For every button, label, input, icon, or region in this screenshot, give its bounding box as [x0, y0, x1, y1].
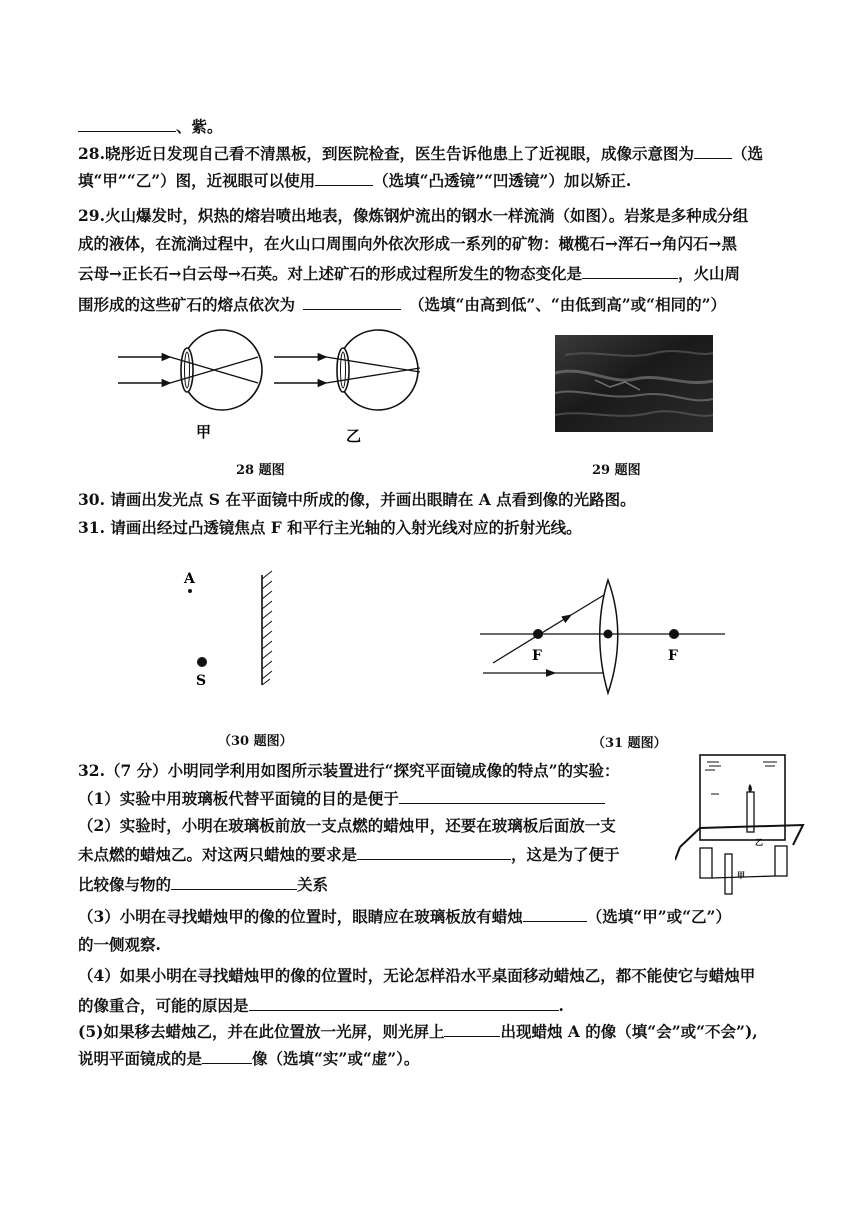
question-32-part4-line1: [78, 965, 755, 987]
question-28-line2: [78, 169, 631, 192]
text-segment: 、紫。: [176, 117, 223, 136]
figure-30-caption: （30 题图）: [218, 734, 293, 749]
text-segment: 出现蜡烛 A 的像（填“会”或“不会”),: [500, 1022, 758, 1041]
question-28-line1: [78, 142, 763, 165]
answer-blank[interactable]: [202, 1047, 252, 1064]
line-color-list: [78, 115, 223, 138]
question-30: [78, 489, 636, 511]
text-segment: （3）小明在寻找蜡烛甲的像的位置时，眼睛应在玻璃板放有蜡烛: [78, 907, 523, 926]
eye-jia: [118, 330, 262, 410]
text-segment: 32.（7 分）小明同学利用如图所示装置进行“探究平面镜成像的特点”的实验：: [78, 761, 620, 780]
label-candle-jia: 甲: [737, 870, 745, 880]
glass-texture: [705, 762, 777, 794]
answer-blank[interactable]: [171, 873, 297, 890]
text-segment: 31. 请画出经过凸透镜焦点 F 和平行主光轴的入射光线对应的折射光线。: [78, 518, 582, 537]
text-segment: .: [558, 996, 564, 1015]
answer-blank[interactable]: [303, 293, 401, 310]
question-29-line1: [78, 205, 748, 227]
figure-28-caption: 28 题图: [236, 463, 285, 478]
text-segment: 像（选填“实”或“虚”）。: [252, 1049, 420, 1068]
point-a: [188, 589, 192, 593]
focus-right: [669, 629, 679, 639]
text-segment: 28.晓彤近日发现自己看不清黑板，到医院检查，医生告诉他患上了近视眼，成像示意图为: [78, 144, 694, 163]
text-segment: 填“甲”“乙”）图，近视眼可以使用: [78, 171, 316, 190]
label-point-a: A: [184, 571, 195, 587]
label-point-s: S: [196, 673, 207, 689]
text-segment: 未点燃的蜡烛乙。对这两只蜡烛的要求是: [78, 845, 358, 864]
text-segment: 29.火山爆发时，炽热的熔岩喷出地表，像炼钢炉流出的钢水一样流淌（如图）。岩浆是多种成分组: [78, 206, 749, 225]
text-segment: ，火山周: [677, 264, 740, 283]
answer-blank[interactable]: [249, 994, 559, 1011]
text-segment: 成的液体，在流淌过程中，在火山口周围向外依次形成一系列的矿物：橄榄石→浑石→角闪石→黑: [78, 234, 737, 253]
text-segment: （选: [731, 144, 763, 163]
text-segment: 的像重合，可能的原因是: [78, 996, 249, 1015]
text-segment: （1）实验中用玻璃板代替平面镜的目的是便于: [78, 789, 399, 808]
label-focus-left: F: [532, 648, 542, 664]
question-32-part2-line2: [78, 843, 620, 866]
text-segment: 关系: [297, 875, 329, 894]
label-jia: 甲: [196, 423, 212, 441]
candle-jia: [725, 854, 732, 894]
text-segment: 说明平面镜成的是: [78, 1049, 203, 1068]
answer-blank[interactable]: [582, 262, 678, 279]
question-32-part2-line3: [78, 873, 328, 896]
text-segment: 的一侧观察.: [78, 935, 161, 954]
question-29-line3: [78, 262, 740, 285]
figure-29-caption: 29 题图: [592, 463, 641, 478]
label-yi: 乙: [346, 427, 362, 445]
label-candle-yi: 乙: [755, 837, 763, 847]
question-32-part3-line2: [78, 934, 161, 956]
text-segment: （选填“甲”或“乙”）: [586, 907, 731, 926]
text-segment: (5)如果移去蜡烛乙，并在此位置放一光屏，则光屏上: [78, 1022, 445, 1041]
figure-32-apparatus: [675, 750, 815, 900]
answer-blank[interactable]: [78, 115, 176, 132]
text-segment: 比较像与物的: [78, 875, 172, 894]
mirror-hatching: [262, 571, 272, 685]
text-segment: 围形成的这些矿石的熔点依次为: [78, 295, 296, 314]
figure-28-eye-diagram: [110, 325, 440, 450]
question-29-line2: [78, 233, 737, 255]
question-32-part4-line2: [78, 994, 564, 1017]
answer-blank[interactable]: [444, 1020, 500, 1037]
text-segment: 30. 请画出发光点 S 在平面镜中所成的像，并画出眼睛在 A 点看到像的光路图。: [78, 490, 636, 509]
text-segment: 云母→正长石→白云母→石英。对上述矿石的形成过程所发生的物态变化是: [78, 264, 582, 283]
figure-30-plane-mirror: [170, 565, 290, 695]
answer-blank[interactable]: [694, 142, 732, 159]
text-segment: （4）如果小明在寻找蜡烛甲的像的位置时，无论怎样沿水平桌面移动蜡烛乙，都不能使它与蜡烛甲: [78, 966, 756, 985]
eye-yi: [274, 330, 420, 410]
text-segment: （选填“凸透镜”“凹透镜”）加以矫正.: [373, 171, 632, 190]
question-32-part5-line2: [78, 1047, 419, 1070]
question-32-part5-line1: [78, 1020, 758, 1043]
question-32-part3-line1: [78, 905, 731, 928]
point-s: [197, 657, 207, 667]
text-segment: （2）实验时，小明在玻璃板前放一支点燃的蜡烛甲，还要在玻璃板后面放一支: [78, 816, 616, 835]
figure-29-volcano-photo: [555, 335, 713, 432]
text-segment: ，这是为了便于: [511, 845, 620, 864]
question-32-intro: [78, 760, 619, 782]
answer-blank[interactable]: [399, 787, 605, 804]
answer-blank[interactable]: [357, 843, 511, 860]
question-32-part2-line1: [78, 815, 616, 837]
figure-31-convex-lens: [475, 575, 730, 700]
figure-31-caption: （31 题图）: [592, 736, 667, 751]
question-29-line4: [78, 293, 726, 316]
label-focus-right: F: [668, 648, 678, 664]
question-31: [78, 517, 582, 539]
question-32-part1: [78, 787, 605, 810]
answer-blank[interactable]: [315, 169, 373, 186]
optical-center: [604, 630, 613, 639]
text-segment: （选填“由高到低”、“由低到高”或“相同的”）: [409, 295, 727, 314]
answer-blank[interactable]: [523, 905, 587, 922]
